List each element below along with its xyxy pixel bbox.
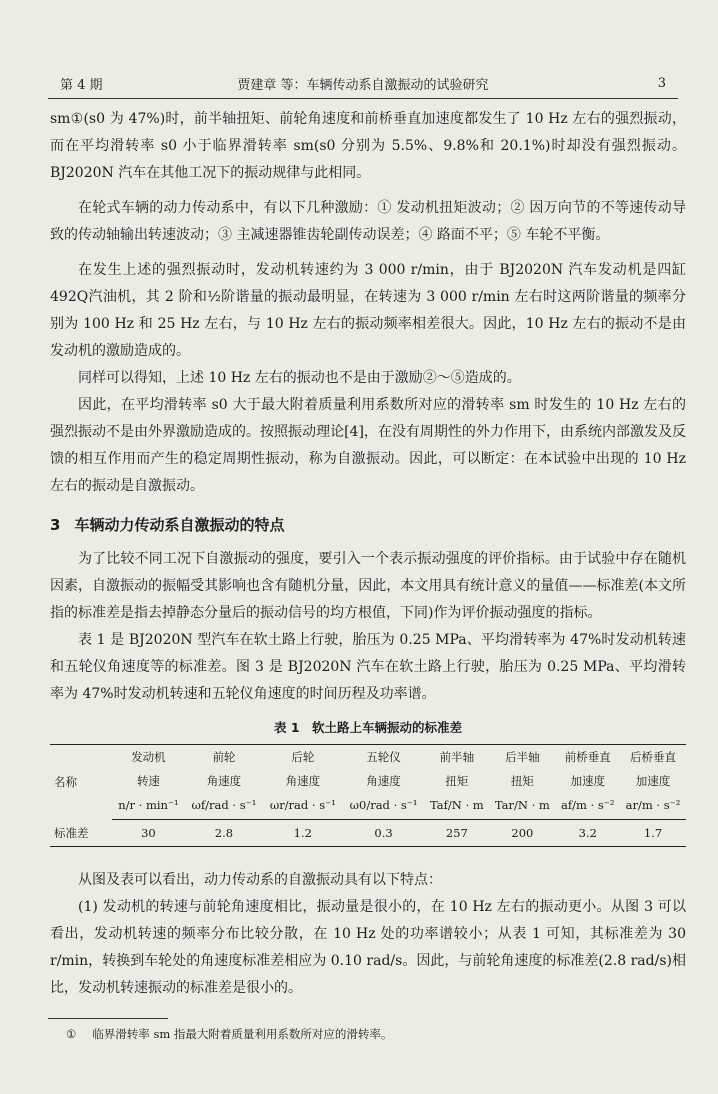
- col-4-unit: ω0/rad · s⁻¹: [343, 793, 425, 820]
- col-3-line1: 后轮: [291, 750, 315, 764]
- paragraph-5: 因此，在平均滑转率 s0 大于最大附着质量利用系数所对应的滑转率 sm 时发生的 10 Hz 左右的强烈振动不是由外界激励造成的。按照振动理论[4]，在没有周期性的外力作用下，由系统内部激发及反馈的相互作用而产生的稳定周期性振动，称为自激振动。因此，可以断定：在本试验中出现的 10 Hz 左右的振动是自激振动。: [50, 397, 686, 494]
- col-2-line1: 前轮: [212, 750, 236, 764]
- col-7-line2: 加速度: [570, 774, 605, 788]
- value-fifth-wheel: 0.3: [374, 826, 393, 840]
- col-3-unit: ωr/rad · s⁻¹: [263, 793, 343, 820]
- col-8-line1: 后桥垂直: [629, 750, 676, 764]
- footnote: [66, 1026, 392, 1042]
- paragraph-2: 在轮式车辆的动力传动系中，有以下几种激励：① 发动机扭矩波动；② 因万向节的不等速传动导致的传动轴输出转速波动；③ 主减速器锥齿轮副传动误差；④ 路面不平；⑤ 车轮不平衡。: [50, 200, 686, 243]
- col-3-line2: 角速度: [285, 774, 321, 788]
- col-1-unit: n/r · min⁻¹: [112, 793, 185, 820]
- col-6-unit: Tar/N · m: [489, 793, 555, 820]
- body-text: [50, 106, 686, 1002]
- col-6-line2: 扭矩: [510, 774, 534, 788]
- row-label: 标准差: [54, 825, 89, 840]
- col-8-unit: ar/m · s⁻²: [620, 793, 686, 820]
- table-row: [50, 820, 686, 847]
- section-title: 车辆动力传动系自激振动的特点: [74, 516, 285, 534]
- running-title: 贾建章 等：车辆传动系自激振动的试验研究: [237, 78, 489, 93]
- paragraph-3: 在发生上述的强烈振动时，发动机转速约为 3 000 r/min，由于 BJ2020N 汽车发动机是四缸 492Q汽油机，其 2 阶和½阶谐量的振动最明显，在转速为 3 000 r/min 左右时这两阶谐量的频率分别为 100 Hz 和 25 Hz 左右，与 10 Hz 左右的振动频率相差很大。因此，10 Hz 左右的振动不是由发动机的激励造成的。: [50, 262, 686, 359]
- col-4-line2: 角速度: [366, 774, 401, 788]
- col-7-unit: af/m · s⁻²: [556, 793, 620, 820]
- table-name-header: 名称: [54, 775, 77, 790]
- col-1-line2: 转速: [136, 774, 160, 788]
- header-rule: [48, 98, 678, 99]
- col-1-line1: 发动机: [131, 750, 166, 764]
- paragraph-9: (1) 发动机的转速与前轮角速度相比，振动量是很小的，在 10 Hz 左右的振动更小。从图 3 可以看出，发动机转速的频率分布比较分散，在 10 Hz 处的功率谱较小；从表 1 可知，其标准差为 30 r/min，转换到车轮处的角速度标准差相应为 0.10 rad/s。因此，与前轮角速度的标准差(2.8 rad/s)相比，发动机转速振动的标准差是很小的。: [50, 899, 686, 996]
- paragraph-4: 同样可以得知，上述 10 Hz 左右的振动也不是由于激励②～⑤造成的。: [78, 370, 521, 386]
- paragraph-6: 为了比较不同工况下自激振动的强度，要引入一个表示振动强度的评价指标。由于试验中存在随机因素，自激振动的振幅受其影响也含有随机分量，因此，本文用具有统计意义的量值——标准差(本文所指的标准差是指去掉静态分量后的振动信号的均方根值，下同)作为评价振动强度的指标。: [50, 551, 686, 621]
- footnote-rule: [48, 1018, 168, 1019]
- footnote-text: 临界滑转率 sm 指最大附着质量利用系数所对应的滑转率。: [92, 1027, 393, 1041]
- col-5-unit: Taf/N · m: [424, 793, 489, 820]
- value-front-accel: 3.2: [578, 826, 597, 840]
- col-2-unit: ωf/rad · s⁻¹: [185, 793, 263, 820]
- col-8-line2: 加速度: [635, 774, 671, 788]
- page-number: 3: [657, 76, 666, 91]
- std-table: [50, 744, 686, 847]
- value-engine-speed: 30: [141, 826, 156, 840]
- col-7-line1: 前桥垂直: [564, 750, 611, 764]
- section-heading: [50, 514, 686, 536]
- value-rear-wheel: 1.2: [293, 826, 312, 840]
- table-caption: 表 1 软土路上车辆振动的标准差: [273, 720, 463, 735]
- footnote-mark: ①: [66, 1027, 77, 1041]
- value-front-wheel: 2.8: [214, 826, 234, 840]
- col-5-line2: 扭矩: [445, 774, 469, 788]
- value-front-axle-torque: 257: [445, 826, 468, 840]
- running-header: [48, 70, 678, 94]
- paragraph-7: 表 1 是 BJ2020N 型汽车在软土路上行驶，胎压为 0.25 MPa、平均滑转率为 47%时发动机转速和五轮仪角速度等的标准差。图 3 是 BJ2020N 汽车在软土路上行驶，胎压为 0.25 MPa、平均滑转率为 47%时发动机转速和五轮仪角速度的时间历程及功率谱。: [50, 632, 686, 702]
- section-number: 3: [50, 516, 61, 534]
- value-rear-accel: 1.7: [643, 826, 663, 840]
- value-rear-axle-torque: 200: [511, 826, 534, 840]
- issue-label: 第 4 期: [60, 78, 103, 93]
- paragraph-8: 从图及表可以看出，动力传动系的自激振动具有以下特点：: [78, 872, 442, 888]
- col-2-line2: 角速度: [206, 774, 242, 788]
- col-5-line1: 前半轴: [439, 750, 475, 764]
- paragraph-1: sm①(s0 为 47%)时，前半轴扭矩、前轮角速度和前桥垂直加速度都发生了 10 Hz 左右的强烈振动，而在平均滑转率 s0 小于临界滑转率 sm(s0 分别为 5.5%、9.8%和 20.1%)时却没有强烈振动。BJ2020N 汽车在其他工况下的振动规律与此相同。: [50, 111, 686, 181]
- col-6-line1: 后半轴: [505, 750, 540, 764]
- col-4-line1: 五轮仪: [366, 750, 401, 764]
